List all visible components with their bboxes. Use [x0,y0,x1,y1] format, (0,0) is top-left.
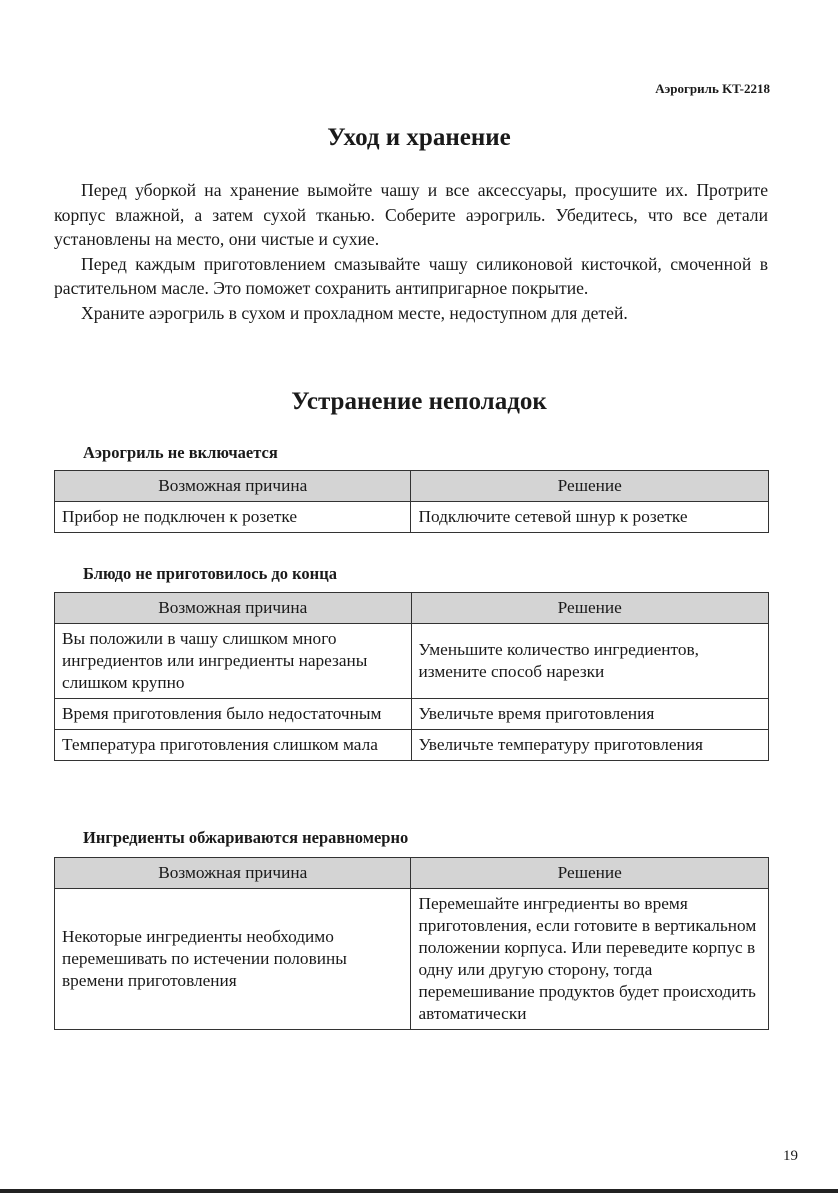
column-header-solution: Решение [411,858,769,889]
section-heading: Ингредиенты обжариваются неравномерно [83,828,409,847]
column-header-cause: Возможная причина [55,858,411,889]
section-heading: Аэрогриль не включается [83,443,278,462]
solution-cell: Перемешайте ингредиенты во время приготовления, если готовите в вертикальном положении корпуса. Или переведите корпус в одну или другую сторону, тогда перемешивание продуктов будет происходить автоматически [411,889,769,1030]
column-header-cause: Возможная причина [55,471,411,502]
cause-cell: Вы положили в чашу слишком много ингредиентов или ингредиенты нарезаны слишком крупно [55,624,412,699]
table-header-row [55,593,769,624]
table-header-row [55,471,769,502]
column-header-solution: Решение [411,471,769,502]
cause-cell: Некоторые ингредиенты необходимо перемешивать по истечении половины времени приготовления [55,889,411,1030]
table-row [55,889,769,1030]
cause-cell: Прибор не подключен к розетке [55,502,411,533]
troubleshooting-table [54,857,769,1030]
table-row [55,624,769,699]
table-row [55,502,769,533]
care-title: Уход и хранение [327,124,511,151]
column-header-cause: Возможная причина [55,593,412,624]
troubleshooting-table [54,470,769,533]
cause-cell: Температура приготовления слишком мала [55,730,412,761]
column-header-solution: Решение [411,593,769,624]
table-row [55,730,769,761]
running-header: Аэрогриль KT-2218 [655,81,770,96]
solution-cell: Увеличьте время приготовления [411,699,769,730]
page-number: 19 [783,1148,798,1164]
page-bottom-rule [0,1189,838,1193]
care-paragraph: Перед уборкой на хранение вымойте чашу и все аксессуары, просушите их. Протрите корпус влажной, а затем сухой тканью. Соберите аэрогриль. Убедитесь, что все детали установлены на место, они чистые и сухие. [54,180,768,249]
care-text [54,178,768,325]
care-paragraph: Перед каждым приготовлением смазывайте чашу силиконовой кисточкой, смоченной в растительном масле. Это поможет сохранить антипригарное покрытие. [54,253,768,298]
solution-cell: Увеличьте температуру приготовления [411,730,769,761]
solution-cell: Уменьшите количество ингредиентов, измените способ нарезки [411,624,769,699]
section-heading: Блюдо не приготовилось до конца [83,564,337,583]
table-row [55,699,769,730]
solution-cell: Подключите сетевой шнур к розетке [411,502,769,533]
table-header-row [55,858,769,889]
troubleshooting-table [54,592,769,761]
cause-cell: Время приготовления было недостаточным [55,699,412,730]
troubleshooting-title: Устранение неполадок [291,388,547,415]
care-paragraph: Храните аэрогриль в сухом и прохладном месте, недоступном для детей. [81,302,628,323]
